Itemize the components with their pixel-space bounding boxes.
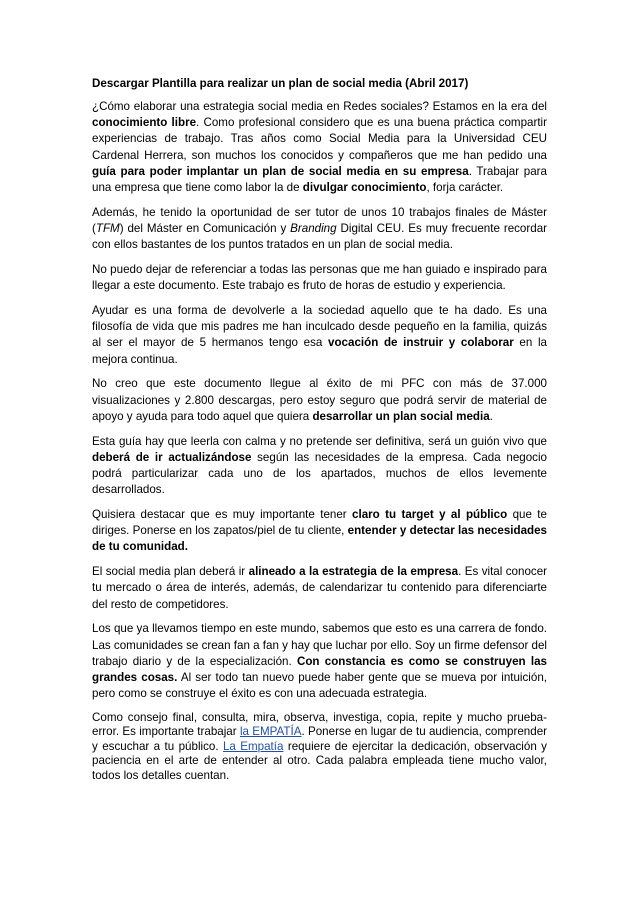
p4-text-2: en la mejora continua.	[92, 336, 547, 366]
p2-italic-2: Branding	[290, 222, 337, 236]
document-body	[92, 76, 547, 792]
paragraph-7	[92, 507, 547, 556]
p2-text-3: Digital CEU. Es muy frecuente recordar con ellos bastantes de los puntos tratados en un plan de social media.	[92, 222, 547, 252]
p2-text-2: ) del Máster en Comunicación y	[119, 222, 291, 236]
p4-text-1: Ayudar es una forma de devolverle a la sociedad aquello que te ha dado. Es una filosofía de vida que mis padres me han inculcado desde pequeño en la familia, quizás al ser el mayor de 5 hermanos tengo esa	[92, 304, 547, 350]
p8-bold-1: alineado a la estrategia de la empresa	[248, 565, 459, 579]
p1-bold-1: conocimiento libre	[92, 116, 197, 130]
paragraph-2	[92, 205, 547, 254]
p7-text-1: Quisiera destacar que es muy importante tener	[92, 508, 353, 522]
p7-bold-1: claro tu target y al público	[352, 508, 508, 522]
p1-text-4: , forja carácter.	[426, 181, 504, 195]
p10-text-3: requiere de ejercitar la dedicación, observación y paciencia en el arte de entender al otro. Cada palabra empleada tiene mucho valor, todos los detalles cuentan.	[92, 739, 547, 782]
p2-italic-1: TFM	[95, 222, 120, 236]
paragraph-4	[92, 303, 547, 368]
p5-bold-1: desarrollar un plan social media	[312, 409, 490, 423]
p1-bold-3: divulgar conocimiento	[302, 181, 427, 195]
p7-text-2: que te diriges. Ponerse en los zapatos/piel de tu cliente,	[92, 508, 547, 538]
empatia-link-2[interactable]: La Empatía	[222, 739, 284, 753]
p6-text-2: según las necesidades de la empresa. Cada negocio podrá particularizar cada uno de los apartados, muchos de ellos levemente desarrollados.	[92, 450, 548, 497]
p9-text-1: Los que ya llevamos tiempo en este mundo, sabemos que esto es una carrera de fondo. Las comunidades se crean fan a fan y hay que luchar por ello. Soy un firme defensor del trabajo diario y de la especialización.	[92, 622, 548, 668]
p1-bold-2: guía para poder implantar un plan de social media en su empresa	[92, 164, 469, 178]
p1-text-3: . Trabajar para una empresa que tiene como labor la de	[92, 164, 547, 195]
p10-text-2: . Ponerse en lugar de tu audiencia, comprender y escuchar a tu público.	[92, 725, 548, 753]
p6-bold-1: deberá de ir actualizándose	[92, 450, 252, 464]
p1-text-1: ¿Cómo elaborar una estrategia social media en Redes sociales? Estamos en la era del	[92, 100, 547, 113]
p2-text-1: Además, he tenido la oportunidad de ser tutor de unos 10 trabajos finales de Máster (	[92, 205, 547, 236]
paragraph-9	[92, 621, 547, 702]
paragraph-10	[92, 711, 547, 783]
p5-text-1: No creo que este documento llegue al éxito de mi PFC con más de 37.000 visualizaciones y 2.800 descargas, pero estoy seguro que podrá servir de material de apoyo y ayuda para todo aquel que quiera	[92, 377, 547, 423]
document-title: Descargar Plantilla para realizar un plan de social media (Abril 2017)	[92, 77, 469, 90]
p6-text-1: Esta guía hay que leerla con calma y no pretende ser definitiva, será un guión vivo que	[92, 434, 547, 448]
p9-bold-1: Con constancia es como se construyen las grandes cosas.	[92, 654, 547, 685]
p8-text-2: . Es vital conocer tu mercado o área de interés, además, de calendarizar tu contenido para diferenciarte del resto de competidores.	[92, 565, 548, 611]
p10-text-1: Como consejo final, consulta, mira, observa, investiga, copia, repite y mucho prueba-error. Es importante trabajar	[92, 711, 547, 739]
paragraph-6	[92, 434, 547, 499]
p1-text-2: . Como profesional considero que es una buena práctica compartir experiencias de trabajo. Tras años como Social Media para la Universidad CEU Cardenal Herrera, son muchos los conocidos y compañeros que me han pedido una	[92, 116, 547, 162]
p9-text-2: Al ser todo tan nuevo puede haber gente que se mueva por intuición, pero como se construye el éxito es con una adecuada estrategia.	[92, 671, 547, 701]
paragraph-5	[92, 376, 547, 425]
p8-text-1: El social media plan deberá ir	[92, 565, 249, 579]
empatia-link-1[interactable]: la EMPATÍA	[239, 725, 302, 739]
p5-text-2: .	[489, 409, 493, 423]
p7-bold-2: entender y detectar las necesidades de tu comunidad.	[92, 524, 547, 554]
paragraph-8	[92, 564, 547, 613]
p4-bold-1: vocación de instruir y colaborar	[328, 336, 514, 350]
paragraph-1	[92, 99, 547, 196]
paragraph-3: No puedo dejar de referenciar a todas las personas que me han guiado e inspirado para llegar a este documento. Este trabajo es fruto de horas de estudio y experiencia.	[92, 263, 547, 293]
